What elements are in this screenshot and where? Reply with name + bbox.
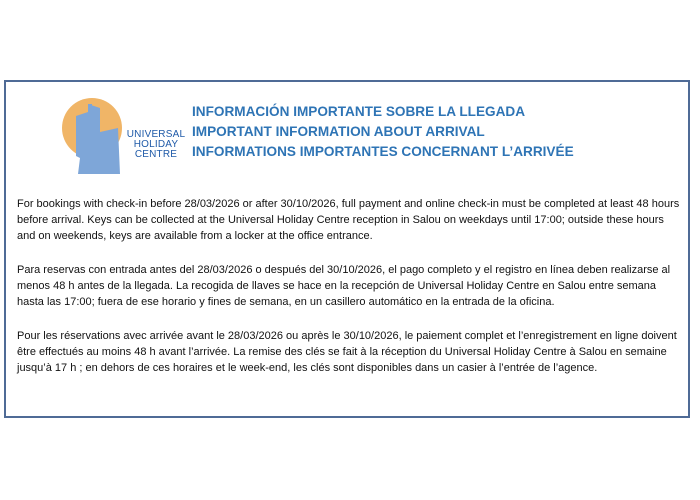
title-spanish: INFORMACIÓN IMPORTANTE SOBRE LA LLEGADA <box>192 104 526 119</box>
paragraph-french: Pour les réservations avec arrivée avant le 28/03/2026 ou après le 30/10/2026, le paiement complet et l’enregistrement en ligne doivent être effectués au moins 48 h avant l’arrivée. La remise des clés se fait à la réception du Universal Holiday Centre à Salou en semaine jusqu’à 17 h ; en dehors de ces horaires et le week-end, les clés sont disponibles dans un casier à l’entrée de l’agence. <box>17 330 677 374</box>
paragraph-spanish: Para reservas con entrada antes del 28/03/2026 o después del 30/10/2026, el pago completo y el registro en línea deben realizarse al menos 48 h antes de la llegada. La recogida de llaves se hace en la recepción de Universal Holiday Centre en Salou entre semana hasta las 17:00; fuera de ese horario y fines de semana, en un casillero automático en la entrada de la oficina. <box>17 264 671 308</box>
logo-line-centre: CENTRE <box>134 149 178 160</box>
notice-body <box>17 196 681 394</box>
notice-titles <box>192 102 662 162</box>
logo-wordmark <box>124 130 188 160</box>
title-french: INFORMATIONS IMPORTANTES CONCERNANT L’ARRIVÉE <box>192 144 574 159</box>
arrival-notice-box <box>4 80 690 418</box>
logo-line-universal: UNIVERSAL <box>126 129 186 140</box>
universal-holiday-centre-logo <box>58 98 188 176</box>
logo-line-holiday: HOLIDAY <box>133 139 179 150</box>
title-english: IMPORTANT INFORMATION ABOUT ARRIVAL <box>192 124 485 139</box>
paragraph-english: For bookings with check-in before 28/03/2026 or after 30/10/2026, full payment and online check-in must be completed at least 48 hours before arrival. Keys can be collected at the Universal Holiday Centre reception in Salou on weekdays until 17:00; outside these hours and on weekends, keys are available from a locker at the office entrance. <box>17 198 680 242</box>
